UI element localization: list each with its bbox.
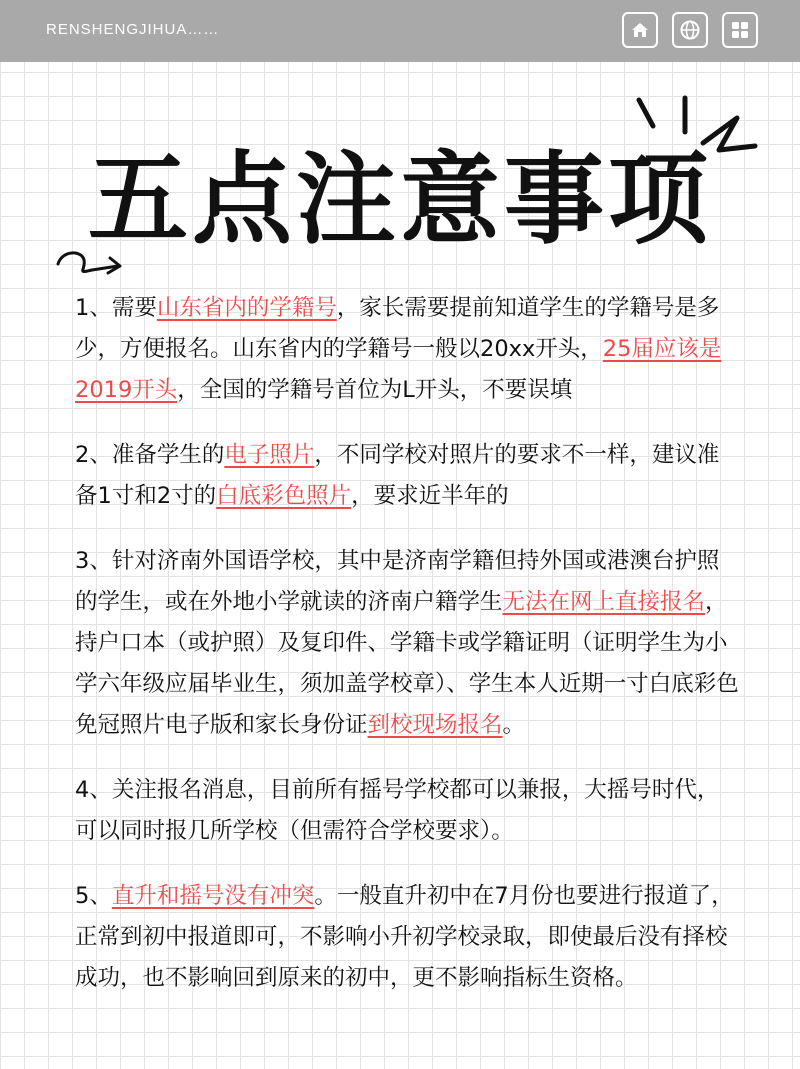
note-3 (75, 541, 741, 746)
note-5 (75, 876, 741, 999)
page-title: 五点注意事项 (88, 141, 712, 258)
note-5-text-2: 。一般直升初中在7月份也要进行报道了，正常到初中报道即可，不影响小升初学校录取，即使最后没有择校成功，也不影响回到原来的初中，更不影响指标生资格。 (75, 883, 734, 991)
arrow-icon (50, 244, 130, 284)
note-2-text-2: ，不同学校对照片的要求不一样，建议准备1寸和2寸的 (75, 442, 720, 509)
note-1-highlight-1: 山东省内的学籍号 (156, 295, 337, 321)
note-2-highlight-2: 白底彩色照片 (216, 483, 352, 509)
grid-button[interactable] (722, 12, 758, 48)
note-3-text-1: 3、针对济南外国语学校，其中是济南学籍但持外国或港澳台护照的学生，或在外地小学就读的济南户籍学生 (75, 548, 720, 615)
globe-icon (679, 19, 701, 41)
note-3-highlight-1: 无法在网上直接报名 (502, 589, 706, 615)
grid-icon (731, 21, 749, 39)
note-3-highlight-2: 到校现场报名 (367, 712, 503, 738)
note-1-text-3: ，全国的学籍号首位为L开头，不要误填 (177, 377, 573, 403)
note-5-text-1: 5、 (75, 883, 112, 909)
note-4 (75, 770, 741, 852)
note-1-highlight-2: 25届应该是2019开头 (75, 336, 722, 403)
note-1 (75, 288, 741, 411)
note-2-highlight-1: 电子照片 (224, 442, 315, 468)
brand-text: RENSHENGJIHUA…… (46, 21, 220, 38)
note-4-text-1: 4、关注报名消息，目前所有摇号学校都可以兼报，大摇号时代，可以同时报几所学校（但需符合学校要求）。 (75, 777, 720, 844)
home-icon (630, 20, 650, 40)
home-button[interactable] (622, 12, 658, 48)
note-3-text-3: 。 (502, 712, 526, 738)
note-2-text-1: 2、准备学生的 (75, 442, 225, 468)
notes-content (75, 288, 741, 1023)
top-bar (0, 0, 800, 62)
note-3-text-2: ，持户口本（或护照）及复印件、学籍卡或学籍证明（证明学生为小学六年级应届毕业生，须加盖学校章）、学生本人近期一寸白底彩色免冠照片电子版和家长身份证 (75, 589, 739, 738)
note-2-text-3: ，要求近半年的 (351, 483, 509, 509)
globe-button[interactable] (672, 12, 708, 48)
note-5-highlight-1: 直升和摇号没有冲突 (111, 883, 315, 909)
note-1-text-2: ，家长需要提前知道学生的学籍号是多少，方便报名。山东省内的学籍号一般以20xx开头， (75, 295, 720, 362)
note-2 (75, 435, 741, 517)
note-1-text-1: 1、需要 (75, 295, 157, 321)
